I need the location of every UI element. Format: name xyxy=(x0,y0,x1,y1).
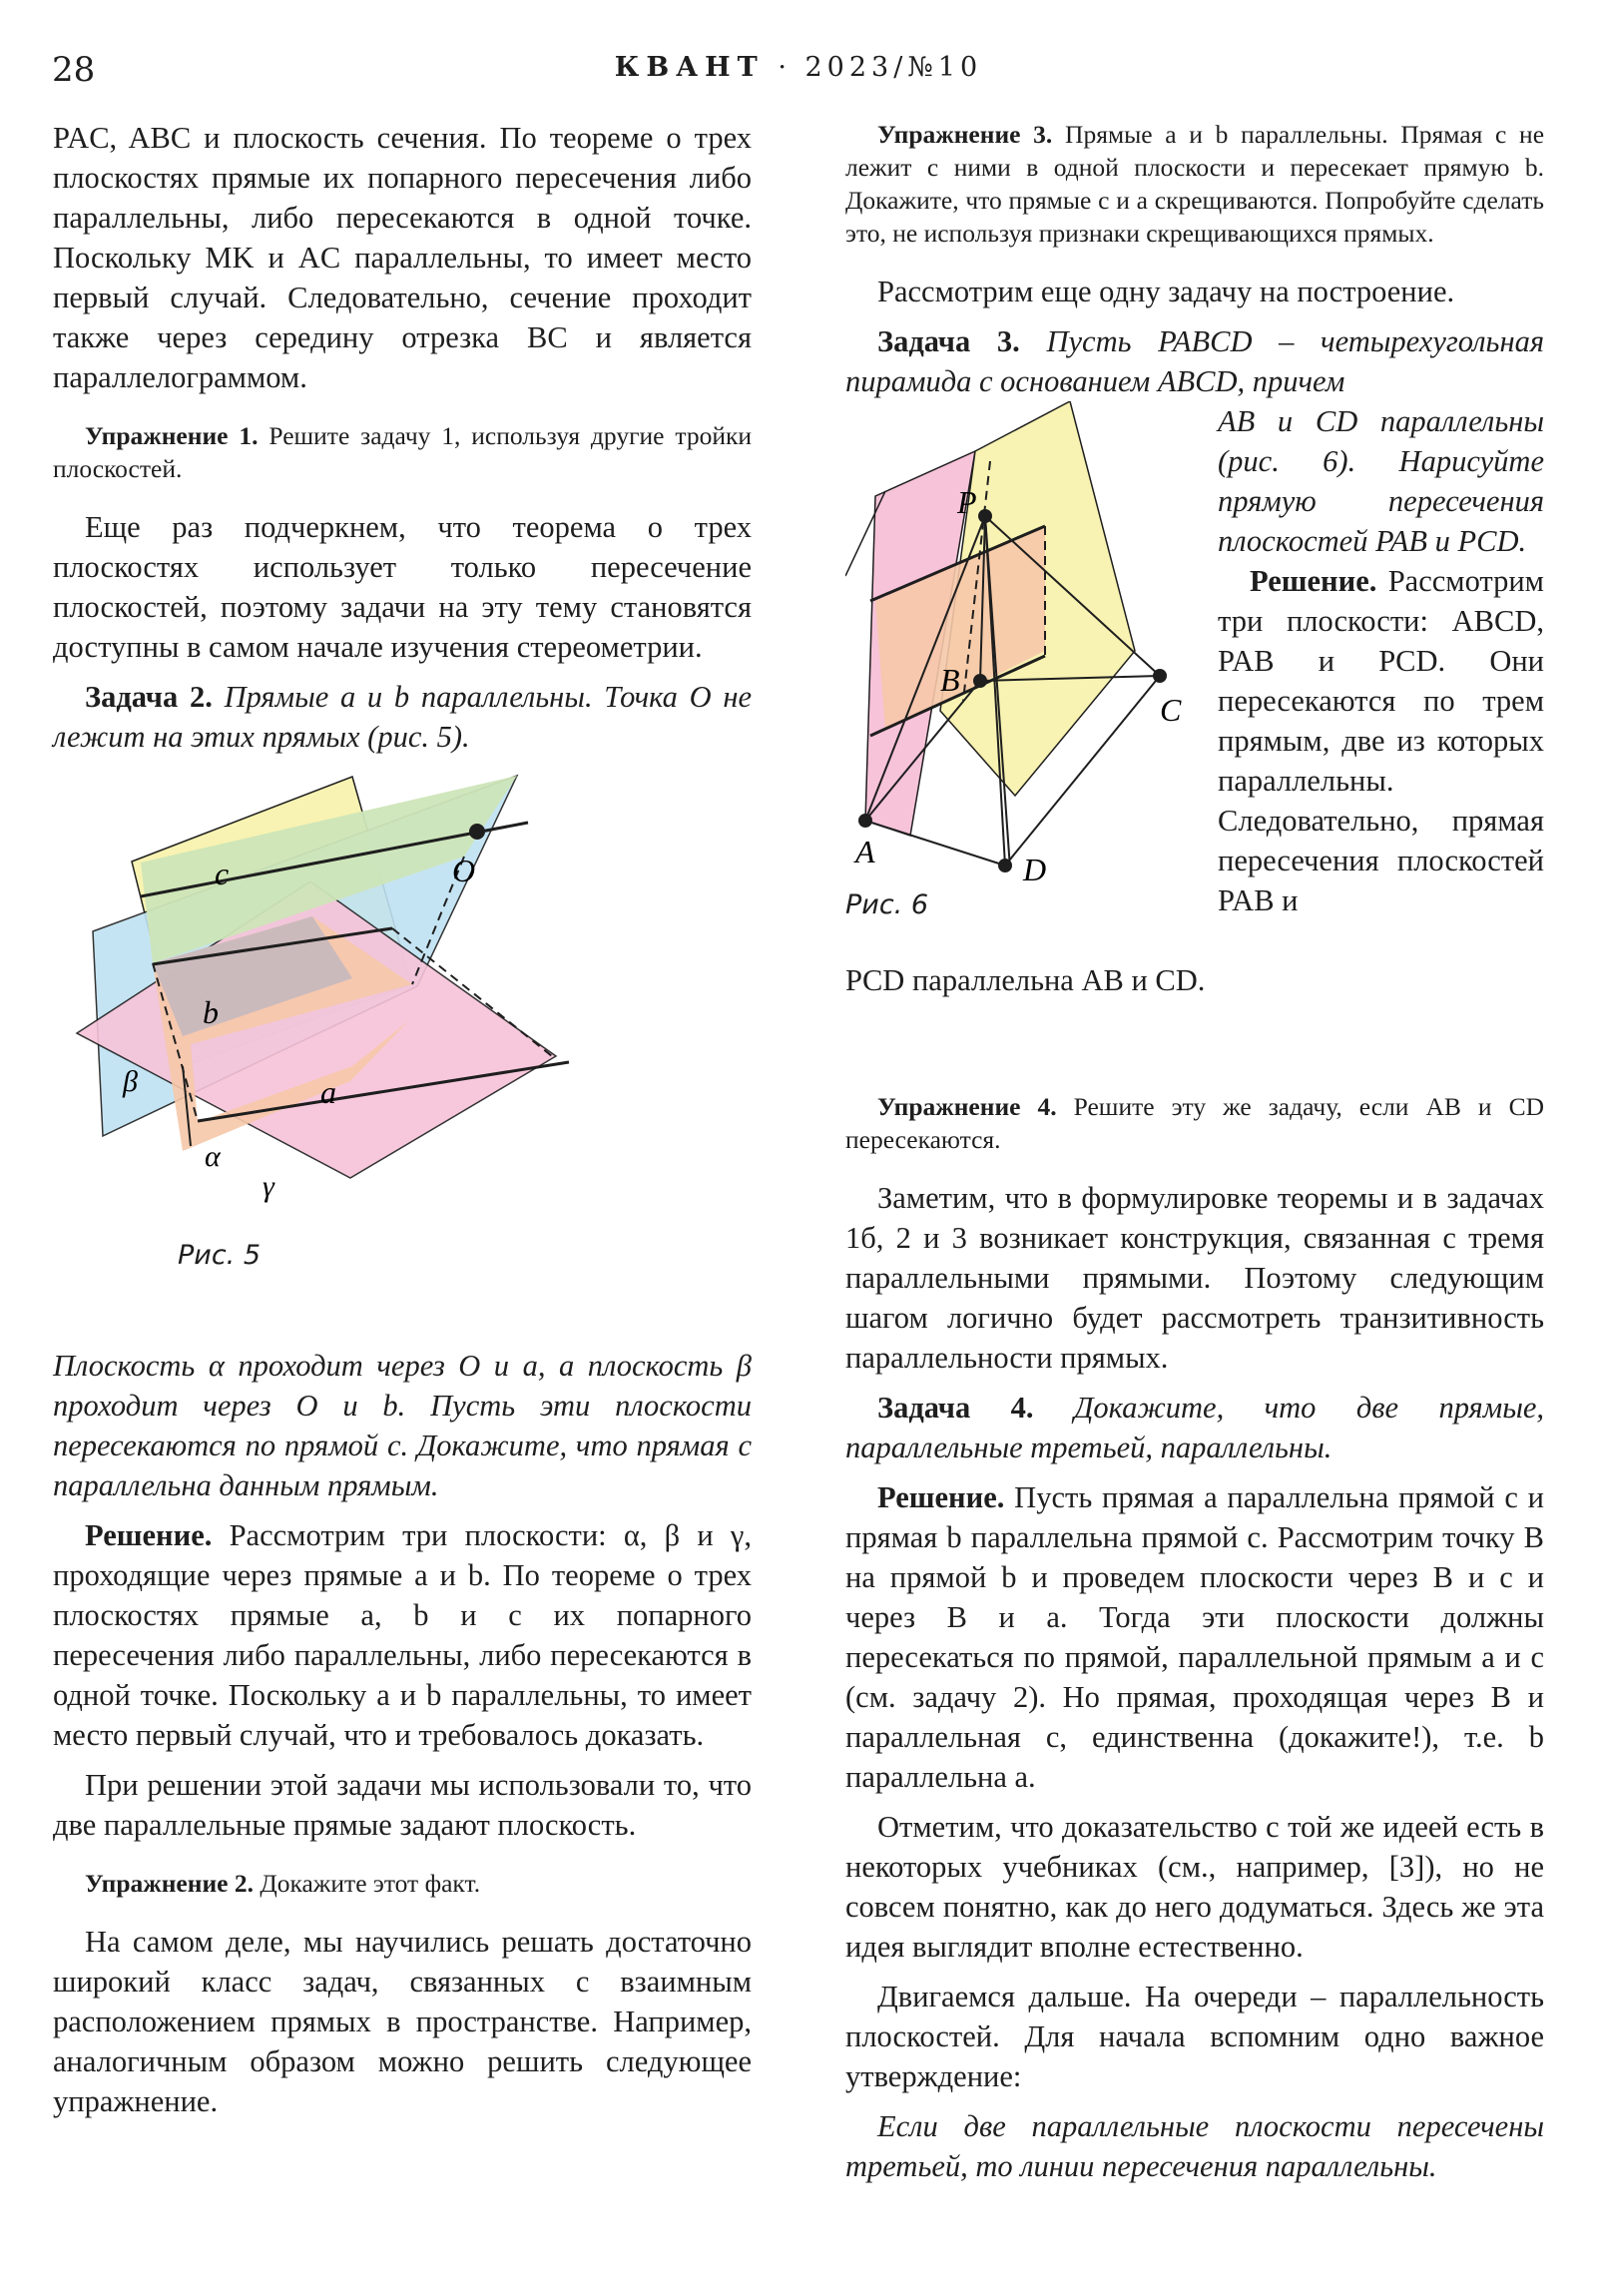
figure-6-block xyxy=(845,401,1544,1090)
edge-ad xyxy=(865,821,1005,865)
paragraph: Двигаемся дальше. На очереди – параллельность плоскостей. Для начала вспомним одно важное утверждение: xyxy=(845,1980,1544,2093)
task-2 xyxy=(53,677,752,757)
page-header xyxy=(52,50,1545,90)
label-a: A xyxy=(855,834,875,869)
task-label: Задача 2. xyxy=(85,680,213,714)
task-label: Задача 3. xyxy=(877,324,1020,358)
label-b: B xyxy=(940,662,960,698)
label-p: P xyxy=(957,484,977,520)
solution-label: Решение. xyxy=(85,1518,213,1552)
figure-5 xyxy=(53,767,752,1346)
figure-5-caption: Рис. 5 xyxy=(178,1240,262,1271)
point-c xyxy=(1153,669,1167,683)
label-gamma: γ xyxy=(263,1170,274,1203)
exercise-label: Упражнение 4. xyxy=(877,1092,1057,1121)
figure-6-side-text xyxy=(1218,401,1544,920)
label-o: O xyxy=(452,853,476,888)
label-a: a xyxy=(320,1074,336,1110)
paragraph: При решении этой задачи мы использовали то, что две параллельные прямые задают плоскость. xyxy=(53,1768,752,1842)
figure-6-drawing xyxy=(845,401,1215,880)
task-4 xyxy=(845,1388,1544,1467)
exercise-2 xyxy=(53,1867,752,1900)
figure-5-drawing xyxy=(53,767,752,1236)
exercise-text: Прямые a и b параллельны. Прямая c не лежит с ними в одной плоскости и пересекает прямую b. Докажите, что прямые c и a скрещиваются. Попробуйте сделать это, не используя признаки скрещивающихся прямых. xyxy=(845,120,1545,248)
exercise-text: Докажите этот факт. xyxy=(260,1869,481,1898)
paragraph: Заметим, что в формулировке теоремы и в задачах 1б, 2 и 3 возникает конструкция, связанная с тремя параллельными прямыми. Поэтому следующим шагом логично будет рассмотреть транзитивность параллельности прямых. xyxy=(845,1181,1544,1375)
solution-text: Пусть прямая a параллельна прямой c и прямая b параллельна прямой c. Рассмотрим точку B на прямой b и проведем плоскости через B и c и через B и a. Тогда эти плоскости должны пересекаться по прямой, параллельной прямым a и c (см. задачу 2). Но прямая, проходящая через B и параллельная c, единственна (докажите!), т.е. b параллельна a. xyxy=(845,1480,1544,1794)
exercise-text: Решите задачу 1, используя другие тройки плоскостей. xyxy=(53,421,753,483)
task-label: Задача 4. xyxy=(877,1391,1034,1425)
paragraph: Плоскость α проходит через O и a, а плоскость β проходит через O и b. Пусть эти плоскости пересекаются по прямой c. Докажите, что прямая c параллельна данным прямым. xyxy=(53,1349,752,1502)
task-text: Докажите, что две прямые, параллельные третьей, параллельны. xyxy=(845,1391,1545,1464)
point-p xyxy=(978,509,992,523)
right-column xyxy=(845,118,1544,2196)
page-number: 28 xyxy=(52,50,96,90)
paragraph: На самом деле, мы научились решать достаточно широкий класс задач, связанных с взаимным расположением прямых в пространстве. Например, аналогичным образом можно решить следующее упражнение. xyxy=(53,1925,752,2118)
solution-label: Решение. xyxy=(1250,564,1377,598)
paragraph: Рассмотрим еще одну задачу на построение. xyxy=(877,275,1455,308)
label-c: C xyxy=(1160,692,1182,728)
paragraph: Еще раз подчеркнем, что теорема о трех плоскостях использует только пересечение плоскостей, поэтому задачи на эту тему становятся доступны в самом начале изучения стереометрии. xyxy=(53,510,752,664)
left-column xyxy=(53,118,752,2131)
solution-3 xyxy=(1218,561,1544,920)
task-text: Пусть PABCD – четырехугольная пирамида с основанием ABCD, причем xyxy=(845,324,1544,398)
task-text-continued: AB и CD параллельны (рис. 6). Нарисуйте прямую пересечения плоскостей PAB и PCD. xyxy=(1218,404,1544,558)
journal-name: КВАНТ xyxy=(614,52,765,83)
label-beta: β xyxy=(123,1065,138,1098)
task-text: Прямые a и b параллельны. Точка O не лежит на этих прямых (рис. 5). xyxy=(53,680,753,754)
label-alpha: α xyxy=(205,1140,221,1173)
paragraph: Если две параллельные плоскости пересечены третьей, то линии пересечения параллельны. xyxy=(845,2109,1544,2183)
label-b: b xyxy=(203,994,219,1030)
figure-6-caption: Рис. 6 xyxy=(845,889,929,920)
paragraph: Отметим, что доказательство с той же идеей есть в некоторых учебниках (см., например, [3]), но не совсем понятно, как до него додуматься. Здесь же эта идея выглядит вполне естественно. xyxy=(845,1810,1544,1964)
exercise-4 xyxy=(845,1090,1544,1156)
solution-3-tail: PCD параллельна AB и CD. xyxy=(845,963,1206,997)
exercise-label: Упражнение 2. xyxy=(85,1869,254,1898)
label-c: c xyxy=(215,856,230,891)
solution-label: Решение. xyxy=(877,1480,1005,1514)
solution-2 xyxy=(53,1515,752,1755)
figure-6 xyxy=(845,401,1215,960)
point-b xyxy=(973,674,987,688)
exercise-3 xyxy=(845,118,1544,250)
exercise-label: Упражнение 1. xyxy=(85,421,259,450)
exercise-text: Решите эту же задачу, если AB и CD пересекаются. xyxy=(845,1092,1545,1154)
point-o xyxy=(469,824,485,840)
solution-text: Рассмотрим три плоскости: ABCD, PAB и PCD. Они пересекаются по трем прямым, две из которых параллельны. Следовательно, прямая пересечения плоскостей PAB и xyxy=(1218,564,1544,917)
exercise-label: Упражнение 3. xyxy=(877,120,1053,149)
point-a xyxy=(858,814,872,828)
point-d xyxy=(998,859,1012,872)
paragraph: PAC, ABC и плоскость сечения. По теореме о трех плоскостях прямые их попарного пересечения либо параллельны, либо пересекаются в одной точке. Поскольку MK и AC параллельны, то имеет место первый случай. Следовательно, сечение проходит также через середину отрезка BC и является параллелограммом. xyxy=(53,121,752,394)
label-d: D xyxy=(1023,852,1047,880)
task-3 xyxy=(845,321,1544,401)
solution-4 xyxy=(845,1477,1544,1797)
running-title xyxy=(52,52,1545,83)
solution-text: Рассмотрим три плоскости: α, β и γ, проходящие через прямые a и b. По теореме о трех плоскостях прямые a, b и c их попарного пересечения либо параллельны, либо пересекаются в одной точке. Поскольку a и b параллельны, то имеет место первый случай, что и требовалось доказать. xyxy=(53,1518,753,1752)
exercise-1 xyxy=(53,419,752,485)
issue-number: · 2023/№10 xyxy=(778,52,983,83)
